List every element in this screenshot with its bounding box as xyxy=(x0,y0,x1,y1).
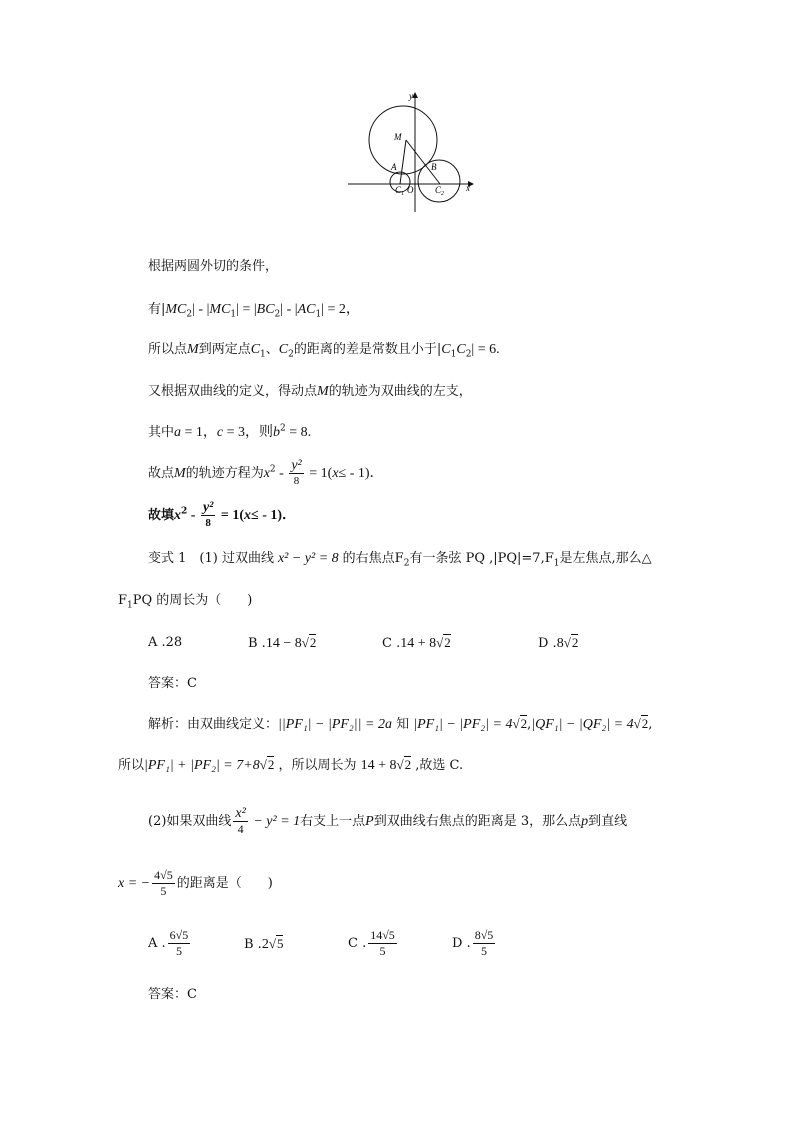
option-c[interactable]: C .14 + 8√2 xyxy=(382,635,451,651)
option-a-2[interactable]: A . $\frac{6√5}{5}$ xyxy=(148,928,189,958)
segment-m-c1 xyxy=(400,140,406,184)
option-b-2[interactable]: B .2√5 xyxy=(244,936,284,952)
option-d[interactable]: D .8√2 xyxy=(538,635,579,651)
option-c-2[interactable]: C . $\frac{14√5}{5}$ xyxy=(348,928,395,958)
label-m: M xyxy=(394,132,402,142)
option-b[interactable]: B .14 − 8√2 xyxy=(248,635,317,651)
line-distance-difference: 有$|MC_2| - |MC_1| = |BC_2| - |AC_1| = 2$， xyxy=(148,302,360,320)
line-parameters: 其中a = 1，c = 3，则$b^2 = 8$. xyxy=(148,423,312,440)
answer-1: 答案：C xyxy=(148,676,197,691)
line-tangent-condition: 根据两圆外切的条件， xyxy=(148,259,279,274)
line-question-2-cont: x = − $\frac{4√5}{5}$ 的距离是（ ) xyxy=(118,868,273,898)
fraction-x2-4: $\frac{\text{x²}}{4}$ xyxy=(235,806,246,836)
circle-c2 xyxy=(418,160,460,202)
label-o: O xyxy=(407,185,414,195)
label-x: x xyxy=(466,183,470,193)
fraction-y2-8-bold: $\frac{\text{y²}}{8}$ xyxy=(202,500,214,529)
option-a[interactable]: A .28 xyxy=(148,635,183,650)
answer-2: 答案：C xyxy=(148,987,197,1002)
line-fill-answer: 故填$x^2$ - $\frac{\text{y²}}{8}$ = 1(x≤ - 1)． xyxy=(148,500,297,529)
line-analysis: 解析：由双曲线定义：||PF₁| − |PF₂|| = 2a 知 |PF₁| − |PF₂| = 4√2,|QF₁| − |QF₂| = 4√2, xyxy=(148,716,653,732)
fraction-y2-8: $\frac{\text{y²}}{8}$ xyxy=(291,458,302,487)
fraction-4sqrt5-5: $\frac{4√5}{5}$ xyxy=(154,868,173,898)
geometry-figure xyxy=(340,88,490,213)
options-question-2 xyxy=(0,928,794,962)
line-constant-difference: 所以点M到两定点$C_1$、$C_2$的距离的差是常数且小于$|C_1C_2| = 6$. xyxy=(148,342,500,360)
line-hyperbola-definition: 又根据双曲线的定义，得动点M的轨迹为双曲线的左支， xyxy=(148,384,472,399)
line-trajectory-equation: 故点M的轨迹方程为$x^2$ - $\frac{\text{y²}}{8}$ = 1(x≤ - 1)． xyxy=(148,458,384,487)
line-variant-1-question-cont: $F_1PQ$ 的周长为（ ) xyxy=(118,593,253,611)
line-variant-1-question: 变式 1 (1) 过双曲线 x² − y² = 8 的右焦点$F_2$有一条弦 PQ $,|PQ|=7,F_1$是左焦点,那么△ xyxy=(148,551,652,569)
label-y: y xyxy=(409,91,413,101)
option-d-2[interactable]: D . $\frac{8√5}{5}$ xyxy=(452,928,494,958)
label-c2: $C_2$ xyxy=(435,185,445,197)
label-c1: $C_1$ xyxy=(395,185,405,197)
label-b: B xyxy=(431,162,437,172)
line-perimeter: 所以|PF₁| + |PF₂| = 7+8√2 ，所以周长为 14 + 8√2 ,故选 C. xyxy=(118,757,464,773)
line-question-2: (2)如果双曲线 $\frac{\text{x²}}{4}$ − y² = 1右支上一点P到双曲线右焦点的距离是 3，那么点p到直线 xyxy=(148,806,628,836)
label-a: A xyxy=(391,162,397,172)
